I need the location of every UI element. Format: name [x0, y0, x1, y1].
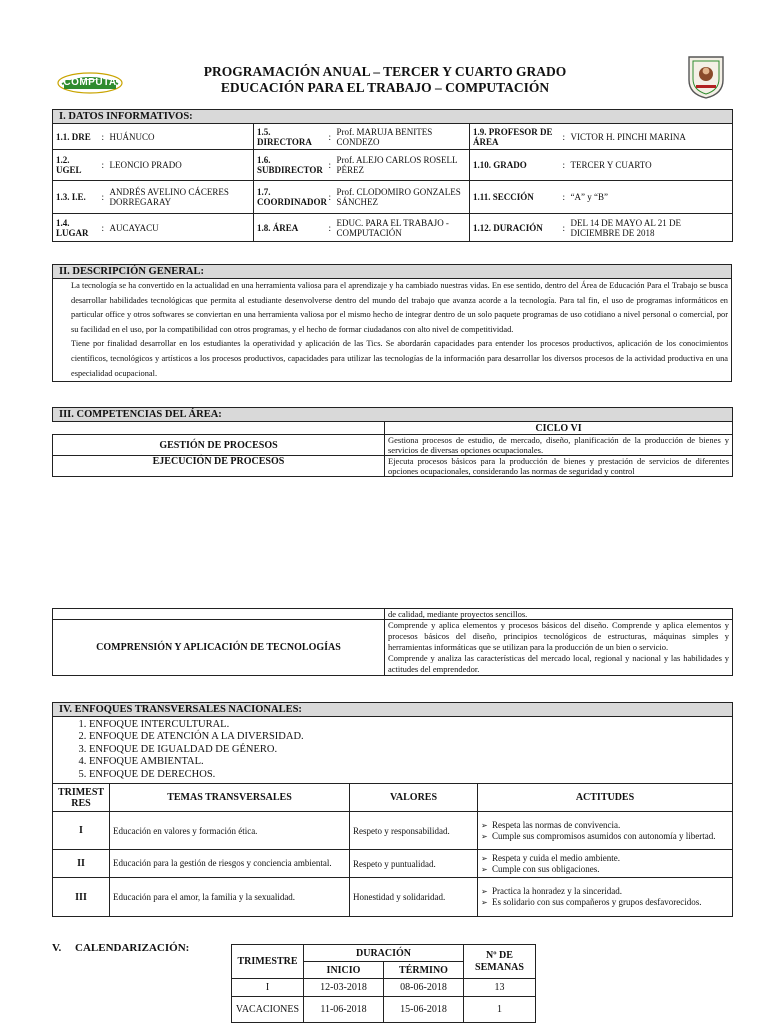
ciclo-header: CICLO VI: [385, 422, 733, 435]
subdirector-value: Prof. ALEJO CARLOS ROSELL PÉREZ: [334, 150, 470, 181]
competencia-ejecucion: EJECUCIÓN DE PROCESOS: [53, 456, 385, 477]
competencia-gestion-desc: Gestiona procesos de estudio, de mercado, diseño, planificación de la producción de bienes y servicios de diversas opciones ocupacionales.: [385, 435, 733, 456]
competencia-gestion: GESTIÓN DE PROCESOS: [53, 435, 385, 456]
grado-value: TERCER Y CUARTO: [568, 150, 733, 181]
coordinador-value: Prof. CLODOMIRO GONZALES SÁNCHEZ: [334, 181, 470, 214]
duracion-label: 1.12. DURACIÓN: [470, 214, 560, 242]
logo-text: COMPUTA: [63, 77, 117, 88]
title-line-2: EDUCACIÓN PARA EL TRABAJO – COMPUTACIÓN: [220, 80, 550, 95]
competencia-ejecucion-desc-cont: de calidad, mediante proyectos sencillos.: [385, 609, 733, 620]
lugar-label: 1.4. LUGAR: [53, 214, 99, 242]
lugar-value: AUCAYACU: [107, 214, 254, 242]
competencia-comprension-desc-2: Comprende y analiza las características del mercado local, regional y nacional y las habilidades y actitudes del emprendedor.: [388, 653, 729, 674]
competencia-comprension-desc-1: Comprende y aplica elementos y procesos básicos del diseño. Comprende y aplica elementos y procesos básicos del diseño, principios tecnológicos de estructuras, máquinas simples y herramientas informáticas que se utilizan para la producción de un bien o servicio.: [388, 620, 729, 652]
title-line-1: PROGRAMACIÓN ANUAL – TERCER Y CUARTO GRADO: [203, 64, 567, 79]
competencia-comprension: COMPRENSIÓN Y APLICACIÓN DE TECNOLOGÍAS: [53, 620, 385, 676]
table-row: I 12-03-2018 08-06-2018 13: [232, 979, 536, 997]
table-row: I Educación en valores y formación ética. Respeto y responsabilidad. ➢ Respeta las normas de convivencia. ➢ Cumple sus compromisos asumidos con autonomía y libertad.: [53, 812, 733, 850]
area-label: 1.8. ÁREA: [254, 214, 326, 242]
datos-informativos-table: I. DATOS INFORMATIVOS: 1.1. DRE : HUÁNUCO 1.5. DIRECTORA : Prof. MARUJA BENITES CONDEZO 1.9. PROFESOR DE ÁREA : VICTOR H. PINCHI MARINA 1.2. UGEL : LEONCIO PRADO 1.6. SUBDIRECTOR : Prof. ALEJO CARLOS ROSELL PÉREZ 1.10. GRADO : TERCER Y CUARTO 1.3. I.E. : ANDRÉS AVELINO CÁCERES DORREGARAY 1.7. COORDINADOR : Prof. CLODOMIRO GONZALES SÁNCHEZ 1.11. SECCIÓN : “A” y “B” 1.4. LUGAR : AUCAYACU 1.8. ÁREA : EDUC. PARA EL TRABAJO - COMPUTACIÓN 1.12. DURACIÓN : DEL 14 DE MAYO AL 21 DE DICIEMBRE DE 2018: [52, 109, 733, 242]
competencias-heading: III. COMPETENCIAS DEL ÁREA:: [53, 408, 733, 422]
enfoques-table: [52, 702, 733, 917]
calendarizacion-table: [231, 944, 536, 1023]
header-trimestres: TRIMESTRES: [53, 784, 110, 812]
enfoque-item: 1. ENFOQUE INTERCULTURAL.: [89, 719, 732, 731]
datos-heading: I. DATOS INFORMATIVOS:: [53, 110, 733, 124]
subdirector-label: 1.6. SUBDIRECTOR: [254, 150, 326, 181]
directora-value: Prof. MARUJA BENITES CONDEZO: [334, 124, 470, 150]
ie-label: 1.3. I.E.: [53, 181, 99, 214]
header-actitudes: ACTITUDES: [478, 784, 733, 812]
header-trimestre: TRIMESTRE: [232, 945, 304, 979]
enfoque-item: 4. ENFOQUE AMBIENTAL.: [89, 756, 732, 768]
descripcion-heading: II. DESCRIPCIÓN GENERAL:: [53, 265, 732, 279]
ie-value: ANDRÉS AVELINO CÁCERES DORREGARAY: [107, 181, 254, 214]
header-semanas: Nº DE SEMANAS: [464, 945, 536, 979]
profesor-label: 1.9. PROFESOR DE ÁREA: [470, 124, 560, 150]
grado-label: 1.10. GRADO: [470, 150, 560, 181]
calendarizacion-heading: V. CALENDARIZACIÓN:: [52, 942, 190, 954]
table-row: III Educación para el amor, la familia y la sexualidad. Honestidad y solidaridad. ➢ Practica la honradez y la sinceridad. ➢ Es solidario con sus compañeros y grupos desfavorecidos.: [53, 878, 733, 917]
header-temas: TEMAS TRANSVERSALES: [110, 784, 350, 812]
school-logo: [56, 70, 124, 96]
enfoque-item: 3. ENFOQUE DE IGUALDAD DE GÉNERO.: [89, 744, 732, 756]
ugel-value: LEONCIO PRADO: [107, 150, 254, 181]
enfoque-item: 5. ENFOQUE DE DERECHOS.: [89, 769, 732, 781]
header-inicio: INICIO: [304, 962, 384, 979]
descripcion-paragraph-1: La tecnología se ha convertido en la actualidad en una herramienta valiosa para el aprendizaje y ha cambiado nuestras vidas. En ese sentido, dentro del Área de Educación Para el Trabajo se busca desarrollar habilidades tecnológicas que permita al estudiante desenvolverse dentro del mundo del trabajo que avanza acorde a la tecnología. Para tal fin, el uso de programas informáticos en particular office y otros softwares se conviertan en una herramienta valiosa por el mismo hecho de integrar dentro de un solo paquete programas de uso cotidiano a nivel personal o comercial, por su facilidad en el uso, por la compatibilidad con otros programas, y el hecho de formar ciudadanos con alto nivel de competitividad.: [71, 281, 728, 334]
seccion-value: “A” y “B”: [568, 181, 733, 214]
descripcion-paragraph-2: Tiene por finalidad desarrollar en los estudiantes la operatividad y aplicación de las Tics. Se abordarán capacidades para entender los procesos productivos, aplicación de los conocimientos científicos, tecnológicos y artísticos a los procesos productivos, capacidades para utilizar las tecnologías de la información para desarrollar los diversos procesos de la actividad productiva en una especialidad ocupacional.: [71, 339, 728, 378]
school-crest: [686, 54, 726, 100]
directora-label: 1.5. DIRECTORA: [254, 124, 326, 150]
table-row: VACACIONES 11-06-2018 15-06-2018 1: [232, 997, 536, 1023]
enfoques-list: [75, 719, 732, 781]
profesor-value: VICTOR H. PINCHI MARINA: [568, 124, 733, 150]
seccion-label: 1.11. SECCIÓN: [470, 181, 560, 214]
ugel-label: 1.2. UGEL: [53, 150, 99, 181]
enfoques-heading: IV. ENFOQUES TRANSVERSALES NACIONALES:: [53, 703, 733, 717]
header-duracion: DURACIÓN: [304, 945, 464, 962]
document-title: [150, 64, 620, 96]
duracion-value: DEL 14 DE MAYO AL 21 DE DICIEMBRE DE 2018: [568, 214, 733, 242]
header-termino: TÉRMINO: [384, 962, 464, 979]
competencias-table: [52, 407, 733, 477]
dre-label: 1.1. DRE: [53, 124, 99, 150]
area-value: EDUC. PARA EL TRABAJO - COMPUTACIÓN: [334, 214, 470, 242]
header-valores: VALORES: [350, 784, 478, 812]
descripcion-table: [52, 264, 732, 382]
coordinador-label: 1.7. COORDINADOR: [254, 181, 326, 214]
dre-value: HUÁNUCO: [107, 124, 254, 150]
competencia-ejecucion-desc: Ejecuta procesos básicos para la producción de bienes y prestación de servicios de diferentes opciones ocupacionales, considerando las normas de seguridad y control: [385, 456, 733, 477]
competencias-continuation-table: [52, 608, 733, 676]
enfoque-item: 2. ENFOQUE DE ATENCIÓN A LA DIVERSIDAD.: [89, 731, 732, 743]
table-row: II Educación para la gestión de riesgos y conciencia ambiental. Respeto y puntualidad. ➢ Respeta y cuida el medio ambiente. ➢ Cumple con sus obligaciones.: [53, 850, 733, 878]
